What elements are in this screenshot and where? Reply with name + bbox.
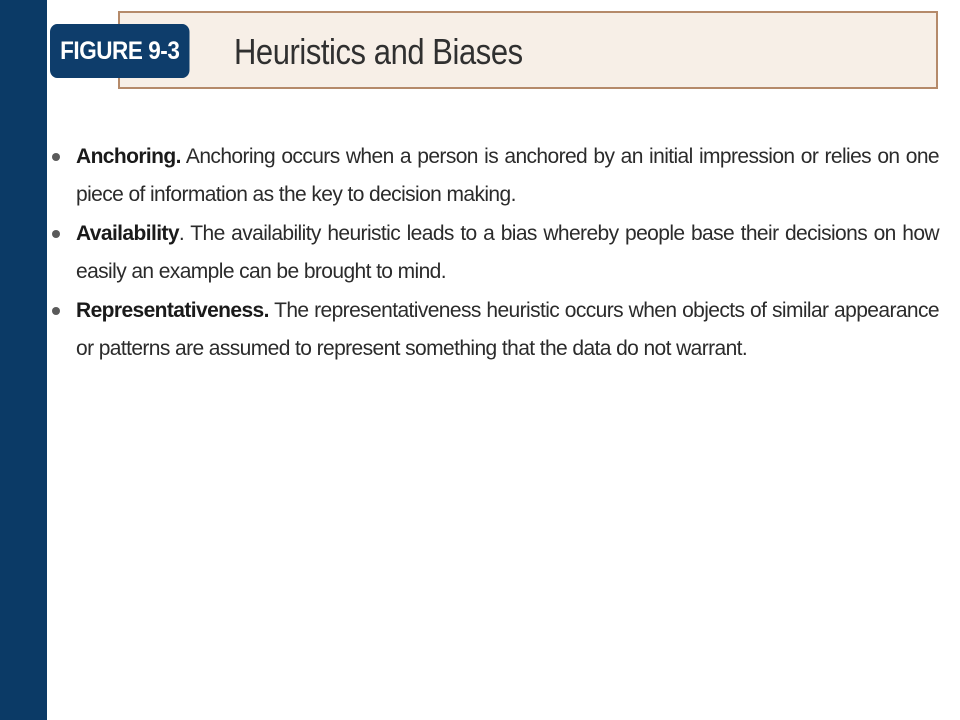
bullet-text: . The availability heuristic leads to a bias whereby people base their decisions on how easily an example can be brought to mind. <box>76 222 939 283</box>
bullet-item-availability <box>46 215 939 291</box>
bullet-dot-icon <box>52 307 60 315</box>
bullet-term: Anchoring. <box>76 145 181 168</box>
bullet-list <box>46 138 939 369</box>
figure-title: Heuristics and Biases <box>234 31 523 72</box>
bullet-dot-icon <box>52 230 60 238</box>
figure-number-badge: FIGURE 9-3 <box>50 24 190 78</box>
left-side-bar <box>0 0 47 720</box>
bullet-dot-icon <box>52 153 60 161</box>
bullet-term: Availability <box>76 222 179 245</box>
bullet-item-anchoring <box>46 138 939 214</box>
bullet-text: Anchoring occurs when a person is anchored by an initial impression or relies on one piece of information as the key to decision making. <box>76 145 939 206</box>
bullet-item-representativeness <box>46 292 939 368</box>
bullet-text: The representativeness heuristic occurs when objects of similar appearance or patterns are assumed to represent something that the data do not warrant. <box>76 299 939 360</box>
bullet-term: Representativeness. <box>76 299 269 322</box>
